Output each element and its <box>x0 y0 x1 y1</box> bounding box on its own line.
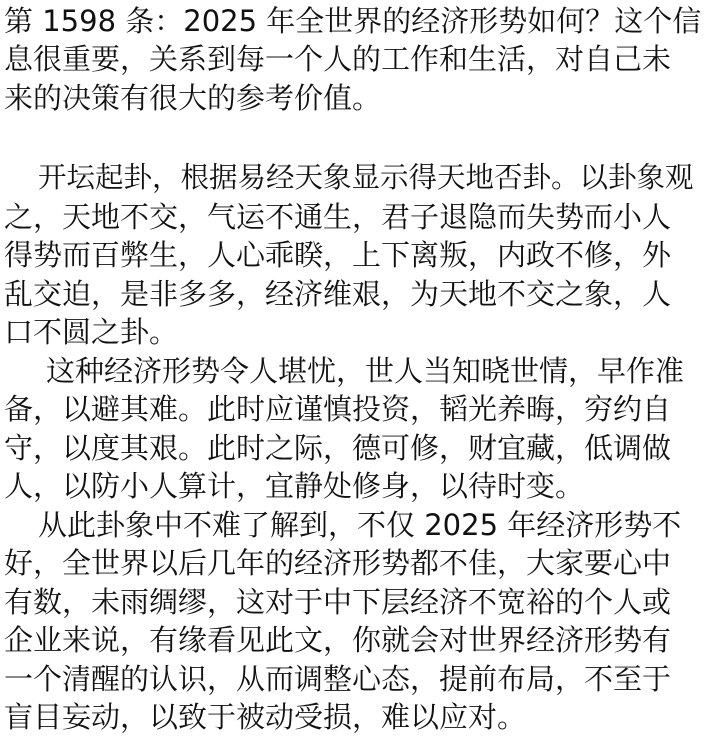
text-line: 备，以避其难。此时应谨慎投资，韬光养晦，穷约自 <box>4 392 672 426</box>
text-line: 人，以防小人算计，宜静处修身，以待时变。 <box>4 469 585 503</box>
text-line: 一个清醒的认识，从而调整心态，提前布局，不至于 <box>4 662 672 696</box>
text-line: 这种经济形势令人堪忧，世人当知晓世情，早作准 <box>46 354 685 388</box>
text-line: 好，全世界以后几年的经济形势都不佳，大家要心中 <box>4 546 672 580</box>
text-line: 第 1598 条：2025 年全世界的经济形势如何？这个信 <box>4 4 702 38</box>
text-line: 盲目妄动，以致于被动受损，难以应对。 <box>4 700 527 734</box>
text-line: 企业来说，有缘看见此文，你就会对世界经济形势有 <box>4 623 672 657</box>
text-line: 得势而百弊生，人心乖睽，上下离叛，内政不修，外 <box>4 238 672 272</box>
text-line: 从此卦象中不难了解到，不仅 2025 年经济形势不 <box>38 508 682 542</box>
text-line: 之，天地不交，气运不通生，君子退隐而失势而小人 <box>4 200 672 234</box>
text-line: 有数，未雨绸缪，这对于中下层经济不宽裕的个人或 <box>4 585 672 619</box>
text-line: 息很重要，关系到每一个人的工作和生活，对自己未 <box>4 42 672 76</box>
text-line: 守，以度其艰。此时之际，德可修，财宜藏，低调做 <box>4 431 672 465</box>
text-line: 口不圆之卦。 <box>4 315 179 349</box>
text-line: 乱交迫，是非多多，经济维艰，为天地不交之象，人 <box>4 277 672 311</box>
text-line: 来的决策有很大的参考价值。 <box>4 81 382 115</box>
text-line: 开坛起卦，根据易经天象显示得天地否卦。以卦象观 <box>38 161 694 194</box>
